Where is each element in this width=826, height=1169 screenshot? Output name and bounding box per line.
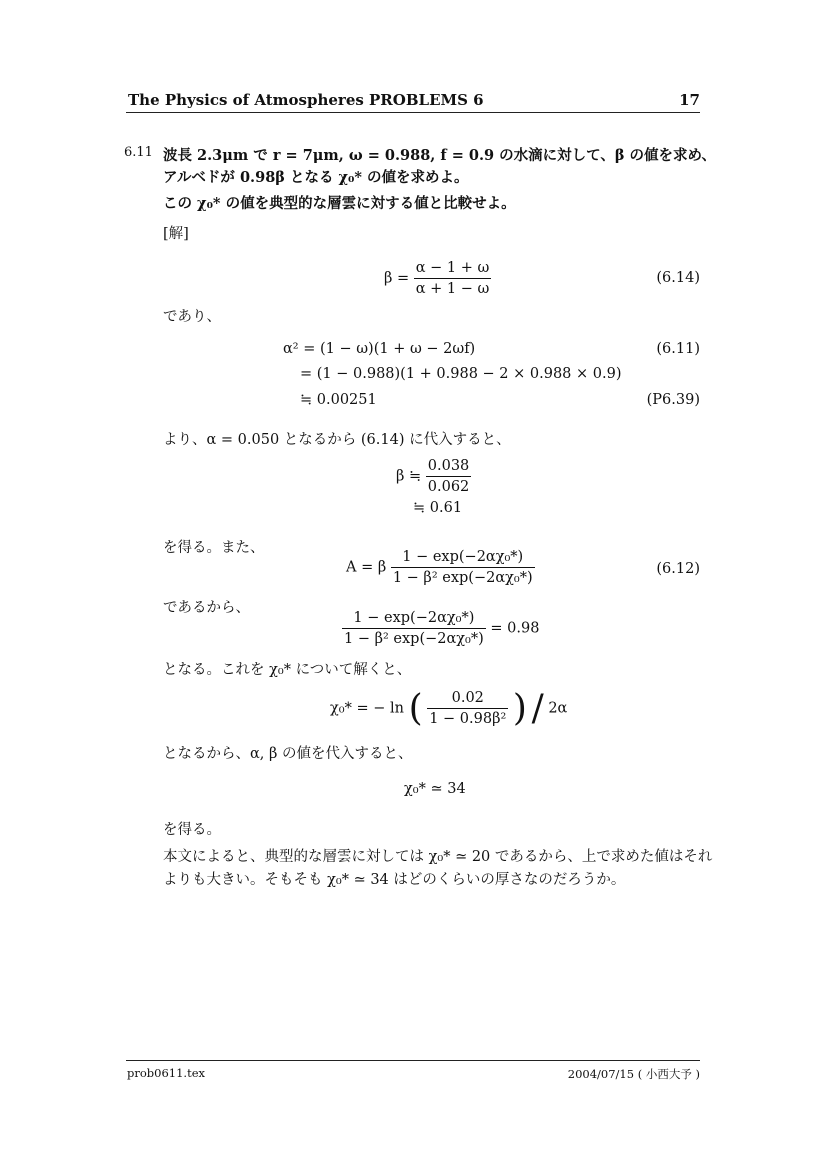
- solution-label: [解]: [163, 226, 189, 242]
- eq2-tag-3: (P6.39): [646, 392, 700, 408]
- eq6-denominator: 1 − 0.98β²: [429, 711, 507, 727]
- eq1-fraction: [414, 260, 492, 297]
- problem-line-1: 波長 2.3μm で r = 7μm, ω = 0.988, f = 0.9 の水滴に対して、β の値を求め、: [163, 147, 716, 164]
- eq5-denominator: 1 − β² exp(−2αχ₀*): [344, 631, 484, 647]
- footer-filename: prob0611.tex: [127, 1066, 205, 1080]
- eq5-fraction: [342, 610, 486, 647]
- header-title: The Physics of Atmospheres PROBLEMS 6: [128, 91, 484, 109]
- eq6-numerator: 0.02: [427, 690, 508, 709]
- eq3-fraction: [426, 458, 472, 495]
- division-slash: /: [531, 688, 544, 729]
- eq4-tag: (6.12): [656, 561, 700, 577]
- footer-rule: [126, 1060, 700, 1061]
- equation-6-14: [384, 260, 491, 297]
- eq4-fraction: [391, 549, 535, 586]
- eq1-numerator: α − 1 + ω: [414, 260, 492, 279]
- eq5-numerator: 1 − exp(−2αχ₀*): [342, 610, 486, 629]
- eq6-fraction: [427, 690, 508, 727]
- eq2-line-3: ≒ 0.00251: [300, 392, 377, 408]
- eq4-numerator: 1 − exp(−2αχ₀*): [391, 549, 535, 568]
- eq6-lhs: χ₀* = − ln: [330, 700, 404, 717]
- eq3-numerator: 0.038: [426, 458, 472, 477]
- text-2: より、α = 0.050 となるから (6.14) に代入すると、: [163, 432, 511, 448]
- problem-number: 6.11: [124, 145, 153, 160]
- problem-line-3: この χ₀* の値を典型的な層雲に対する値と比較せよ。: [163, 195, 516, 212]
- text-5: となる。これを χ₀* について解くと、: [163, 662, 412, 678]
- left-paren: (: [408, 688, 423, 729]
- eq1-lhs: β =: [384, 270, 410, 287]
- text-3: を得る。また、: [163, 540, 265, 556]
- eq2-line-2: = (1 − 0.988)(1 + 0.988 − 2 × 0.988 × 0.9): [300, 366, 622, 382]
- problem-line-2: アルベドが 0.98β となる χ₀* の値を求めよ。: [163, 169, 469, 186]
- text-9: よりも大きい。そもそも χ₀* ≃ 34 はどのくらいの厚さなのだろうか。: [163, 872, 626, 888]
- eq3-line-2: ≒ 0.61: [413, 500, 463, 516]
- text-4: であるから、: [163, 600, 250, 616]
- footer-date-author: 2004/07/15 ( 小西大予 ): [567, 1067, 700, 1081]
- text-8: 本文によると、典型的な層雲に対しては χ₀* ≃ 20 であるから、上で求めた値はそれ: [163, 849, 713, 865]
- eq4-denominator: 1 − β² exp(−2αχ₀*): [392, 570, 533, 586]
- eq6-rhs: 2α: [548, 700, 568, 717]
- eq7-result: χ₀* ≃ 34: [404, 781, 466, 797]
- equation-chi-solution: [330, 688, 567, 729]
- eq1-denominator: α + 1 − ω: [415, 281, 490, 297]
- equation-6-12: [346, 549, 535, 586]
- equation-albedo: [342, 610, 539, 647]
- eq5-rhs: = 0.98: [490, 620, 540, 637]
- header-rule: [126, 112, 700, 113]
- text-6: となるから、α, β の値を代入すると、: [163, 746, 413, 762]
- header-page-number: 17: [679, 91, 700, 109]
- eq2-line-1: α² = (1 − ω)(1 + ω − 2ωf): [283, 341, 476, 357]
- eq2-tag-1: (6.11): [656, 341, 700, 357]
- eq3-denominator: 0.062: [427, 479, 470, 495]
- eq3-line-1: [396, 458, 471, 495]
- eq1-tag: (6.14): [656, 270, 700, 286]
- text-7: を得る。: [163, 822, 221, 838]
- eq4-lhs: A = β: [346, 559, 387, 576]
- eq3-lhs: β ≒: [396, 468, 422, 485]
- right-paren: ): [512, 688, 527, 729]
- text-1: であり、: [163, 309, 221, 325]
